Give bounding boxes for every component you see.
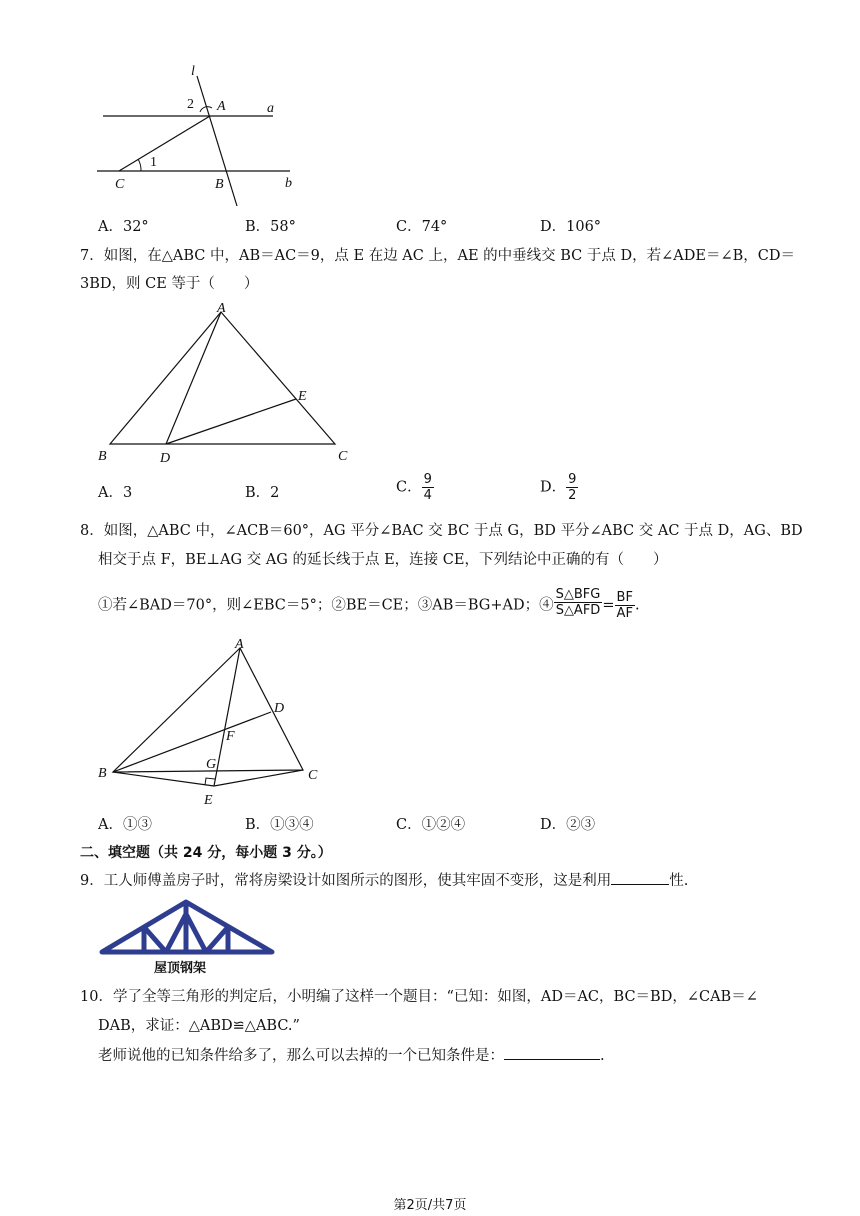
- label-g: G: [206, 757, 217, 772]
- label-angle-2: 2: [187, 97, 194, 112]
- label-e: E: [204, 793, 213, 808]
- q7-stem-line2: 3BD，则 CE 等于（ ）: [80, 276, 259, 292]
- q10-stem-line1: 10．学了全等三角形的判定后，小明编了这样一个题目：“已知：如图，AD＝AC，BC＝BD，∠CAB＝∠: [80, 989, 758, 1005]
- section-title-fill-in: 二、填空题（共 24 分，每小题 3 分。）: [80, 845, 332, 861]
- fraction-numerator: BF: [616, 590, 633, 605]
- q8-stem-line3: [98, 587, 818, 621]
- page-number: 第2页/共7页: [393, 1198, 467, 1213]
- label-f: F: [226, 729, 235, 744]
- truss-caption: 屋顶钢架: [154, 961, 207, 976]
- q9-answer-blank[interactable]: [611, 870, 669, 885]
- q8-statements: ①若∠BAD＝70°，则∠EBC＝5°；②BE＝CE；③AB＝BG+AD；④: [98, 597, 554, 614]
- fraction-numerator: S△BFG: [555, 587, 601, 602]
- q7-option-c-prefix: C．: [396, 479, 422, 496]
- q8-option-b[interactable]: B．①③④: [245, 817, 314, 833]
- q7-option-c-fraction: [422, 472, 434, 503]
- label-d: D: [274, 701, 285, 716]
- period: .: [634, 597, 640, 614]
- label-point-a: A: [217, 99, 226, 114]
- label-b: b: [285, 176, 292, 191]
- fraction-denominator: 4: [423, 488, 432, 503]
- q10-stem-line2: DAB，求证：△ABD≌△ABC.”: [98, 1018, 300, 1034]
- q7-option-b[interactable]: B．2: [245, 485, 280, 501]
- figure-roof-truss: [96, 896, 278, 976]
- fraction-numerator: 9: [423, 472, 432, 487]
- q6-option-a[interactable]: A．32°: [98, 219, 149, 235]
- fraction-denominator: S△AFD: [555, 603, 601, 618]
- q9-text-before: 9．工人师傅盖房子时，常将房梁设计如图所示的图形，使其牢固不变形，这是利用: [80, 873, 612, 889]
- q7-option-d-fraction: [566, 472, 578, 503]
- fraction-denominator: 2: [568, 488, 577, 503]
- q8-segment-ratio: [615, 590, 635, 621]
- q9-stem: [80, 870, 800, 891]
- label-c: C: [338, 449, 348, 464]
- label-a: A: [217, 301, 226, 316]
- fraction-numerator: 9: [568, 472, 577, 487]
- label-l: l: [191, 64, 195, 79]
- q8-stem-line2: 相交于点 F，BE⊥AG 交 AG 的延长线于点 E，连接 CE，下列结论中正确的有（ ）: [98, 552, 668, 568]
- label-e: E: [298, 389, 307, 404]
- label-angle-1: 1: [150, 155, 157, 170]
- q7-option-d[interactable]: [540, 472, 578, 503]
- label-point-c: C: [115, 177, 125, 192]
- label-a: a: [267, 101, 274, 116]
- q6-option-c[interactable]: C．74°: [396, 219, 448, 235]
- label-a: A: [235, 637, 244, 652]
- q10-text-after: .: [600, 1048, 605, 1064]
- label-point-b: B: [215, 177, 224, 192]
- fraction-denominator: AF: [616, 606, 633, 621]
- q6-option-d[interactable]: D．106°: [540, 219, 602, 235]
- q6-option-b[interactable]: B．58°: [245, 219, 296, 235]
- q7-option-a[interactable]: A．3: [98, 485, 133, 501]
- figure-parallel-lines: [95, 60, 310, 210]
- figure-triangle-q8: [88, 632, 338, 812]
- label-b: B: [98, 449, 107, 464]
- q7-option-d-prefix: D．: [540, 479, 567, 496]
- figure-triangle-q7: [90, 298, 355, 468]
- label-d: D: [160, 451, 171, 466]
- q10-answer-blank[interactable]: [504, 1045, 600, 1060]
- label-c: C: [308, 768, 318, 783]
- q8-option-a[interactable]: A．①③: [98, 817, 152, 833]
- q8-stem-line1: 8．如图，△ABC 中，∠ACB＝60°，AG 平分∠BAC 交 BC 于点 G，BD 平分∠ABC 交 AC 于点 D，AG、BD: [80, 523, 803, 539]
- q7-stem-line1: 7．如图，在△ABC 中，AB＝AC＝9，点 E 在边 AC 上，AE 的中垂线交 BC 于点 D，若∠ADE＝∠B，CD＝: [80, 248, 795, 264]
- q8-area-ratio: [554, 587, 603, 618]
- q10-stem-line3: [98, 1045, 818, 1066]
- label-b: B: [98, 766, 107, 781]
- q8-option-c[interactable]: C．①②④: [396, 817, 466, 833]
- equals-sign: =: [602, 597, 615, 614]
- q8-option-d[interactable]: D．②③: [540, 817, 596, 833]
- q10-text-before: 老师说他的已知条件给多了，那么可以去掉的一个已知条件是：: [98, 1048, 504, 1064]
- q7-option-c[interactable]: [396, 472, 434, 503]
- q9-text-after: 性.: [669, 873, 689, 889]
